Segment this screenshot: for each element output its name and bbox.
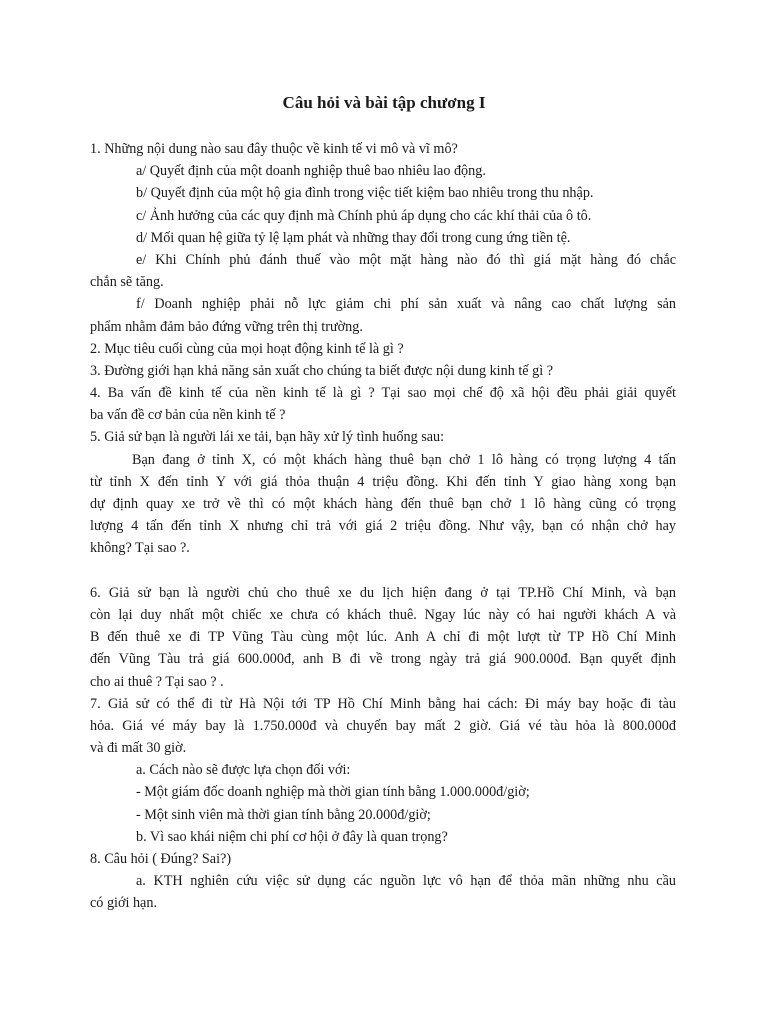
question-6-cont: cho ai thuê ? Tại sao ? . [90,673,224,690]
question-6-cont: còn lại duy nhất một chiếc xe chưa có khách thuê. Ngay lúc này có hai người khách A và [90,606,676,623]
question-6-cont: đến Vũng Tàu trả giá 600.000đ, anh B đi về trong ngày trả giá 900.000đ. Bạn quyết định [90,651,676,668]
option-1f: f/ Doanh nghiệp phải nỗ lực giảm chi phí sản xuất và nâng cao chất lượng sản [136,296,676,313]
option-7b: b. Vì sao khái niệm chi phí cơ hội ở đây là quan trọng? [136,828,448,845]
question-5-scenario-cont: dự định quay xe trở về thì có một khách hàng đến thuê bạn chở 1 lô hàng cũng có trọng [90,496,676,512]
question-3: 3. Đường giới hạn khả năng sản xuất cho chúng ta biết được nội dung kinh tế gì ? [90,362,554,379]
option-7a: a. Cách nào sẽ được lựa chọn đối với: [136,762,351,779]
question-6: 6. Giả sử bạn là người chủ cho thuê xe du lịch hiện đang ở tại TP.Hồ Chí Minh, và bạn [90,584,676,601]
question-5-scenario: Bạn đang ở tỉnh X, có một khách hàng thuê bạn chở 1 lô hàng có trọng lượng 4 tấn [132,451,676,468]
option-1e-cont: chắn sẽ tăng. [90,274,164,291]
option-1a: a/ Quyết định của một doanh nghiệp thuê bao nhiêu lao động. [136,163,486,180]
question-5-scenario-cont: từ tỉnh X đến tỉnh Y với giá thỏa thuận 4 triệu đồng. Khi đến tỉnh Y giao hàng xong bạn [90,473,676,490]
question-5: 5. Giả sử bạn là người lái xe tải, bạn hãy xử lý tình huống sau: [90,429,445,446]
option-1f-cont: phẩm nhằm đảm bảo đứng vững trên thị trường. [90,318,363,335]
document-body [90,138,676,915]
question-5-scenario-cont: lượng 4 tấn đến tỉnh X nhưng chỉ trả với giá 2 triệu đồng. Như vậy, bạn có nhận chở hay [90,518,676,535]
question-2: 2. Mục tiêu cuối cùng của mọi hoạt động kinh tế là gì ? [90,340,404,357]
option-8a: a. KTH nghiên cứu việc sử dụng các nguồn lực vô hạn để thỏa mãn những nhu cầu [136,873,676,890]
paragraph-gap [90,560,676,582]
question-7-cont: và đi mất 30 giờ. [90,740,187,757]
option-1e: e/ Khi Chính phủ đánh thuế vào một mặt hàng nào đó thì giá mặt hàng đó chắc [136,251,676,268]
option-8a-cont: có giới hạn. [90,895,157,912]
question-7-cont: hỏa. Giá vé máy bay là 1.750.000đ và chuyến bay mất 2 giờ. Giá vé tàu hỏa là 800.000đ [90,717,676,734]
question-4-cont: ba vấn đề cơ bản của nền kinh tế ? [90,407,286,424]
option-1c: c/ Ảnh hưởng của các quy định mà Chính phủ áp dụng cho các khí thải của ô tô. [136,207,592,224]
question-5-scenario-cont: không? Tại sao ?. [90,540,190,557]
question-1: 1. Những nội dung nào sau đây thuộc về kinh tế vi mô và vĩ mô? [90,141,458,157]
page-title: Câu hỏi và bài tập chương I [282,93,486,112]
option-7a-item: - Một giám đốc doanh nghiệp mà thời gian tính bằng 1.000.000đ/giờ; [136,784,530,801]
question-7: 7. Giả sử có thể đi từ Hà Nội tới TP Hồ Chí Minh bằng hai cách: Đi máy bay hoặc đi tàu [90,695,676,712]
option-7a-item: - Một sinh viên mà thời gian tính bằng 20.000đ/giờ; [136,806,431,823]
question-4: 4. Ba vấn đề kinh tế của nền kinh tế là gì ? Tại sao mọi chế độ xã hội đều phải giải quyết [90,385,676,402]
question-8: 8. Câu hỏi ( Đúng? Sai?) [90,851,232,867]
question-6-cont: B đến thuê xe đi TP Vũng Tàu cùng một lúc. Anh A chỉ đi một lượt từ TP Hồ Chí Minh [90,629,676,646]
option-1b: b/ Quyết định của một hộ gia đình trong việc tiết kiệm bao nhiêu trong thu nhập. [136,185,594,202]
option-1d: d/ Mối quan hệ giữa tỷ lệ lạm phát và những thay đổi trong cung ứng tiền tệ. [136,229,571,246]
